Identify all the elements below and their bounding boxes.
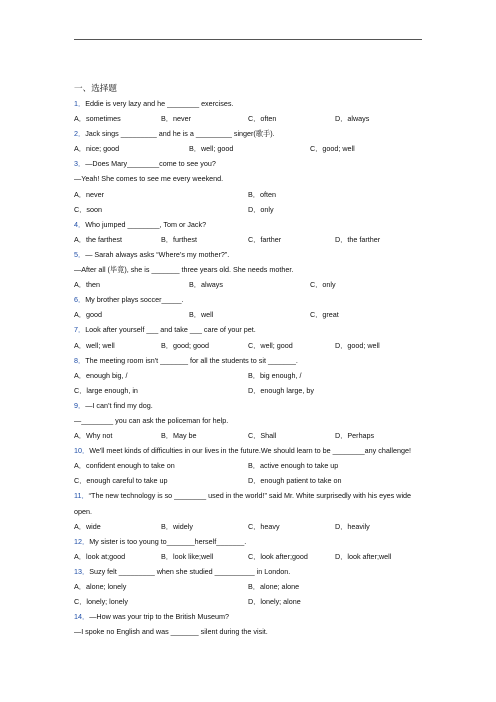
option-b[interactable]: B．alone; alone	[248, 582, 300, 591]
option-b[interactable]: B．May be	[161, 431, 197, 441]
option-a[interactable]: A．look at;good	[74, 551, 126, 561]
option-c[interactable]: C．heavy	[248, 521, 280, 531]
question-text: Look after yourself ___ and take ___ care of your pet.	[85, 325, 256, 335]
option-b[interactable]: B．always	[189, 280, 223, 290]
section-title: 一、选择题	[74, 83, 117, 93]
option-b[interactable]: B．well	[189, 310, 214, 320]
question-6	[74, 292, 424, 307]
question-9	[74, 398, 424, 413]
option-a[interactable]: A．Why not	[74, 431, 113, 441]
options-row	[74, 338, 424, 353]
header-rule	[74, 39, 422, 40]
question-number: 8．	[74, 355, 86, 365]
question-number: 13．	[74, 566, 90, 576]
question-number: 3．	[74, 159, 86, 169]
question-number: 12．	[74, 536, 90, 546]
option-c[interactable]: C．enough careful to take up	[74, 476, 168, 486]
question-number: 10．	[74, 446, 90, 456]
option-b[interactable]: B．look like;well	[161, 551, 214, 561]
question-5	[74, 247, 424, 262]
option-d[interactable]: D．the farther	[335, 234, 381, 244]
question-7	[74, 322, 424, 337]
option-c[interactable]: C．Shall	[248, 431, 277, 441]
question-list	[74, 80, 424, 639]
option-c[interactable]: C．great	[310, 310, 339, 320]
question-10	[74, 443, 424, 458]
option-b[interactable]: B．furthest	[161, 234, 197, 244]
question-11	[74, 488, 424, 518]
question-4	[74, 217, 424, 232]
question-number: 5．	[74, 249, 86, 259]
option-a[interactable]: A．then	[74, 280, 100, 290]
option-a[interactable]: A．nice; good	[74, 144, 120, 154]
question-number: 1．	[74, 99, 86, 108]
question-13	[74, 564, 424, 579]
option-c[interactable]: C．well; good	[248, 340, 293, 350]
option-a[interactable]: A．good	[74, 310, 102, 320]
options-row	[74, 579, 424, 594]
question-text: —How was your trip to the British Museum?	[89, 612, 229, 622]
option-d[interactable]: D．Perhaps	[335, 431, 375, 441]
question-text: The meeting room isn't _______ for all the students to sit _______.	[85, 355, 298, 365]
options-row	[74, 368, 424, 383]
option-a[interactable]: A．never	[74, 189, 104, 199]
option-b[interactable]: B．widely	[161, 521, 193, 531]
options-row	[74, 111, 424, 126]
option-b[interactable]: B．big enough, /	[248, 370, 302, 380]
option-a[interactable]: A．confident enough to take on	[74, 461, 175, 471]
options-row	[74, 549, 424, 564]
option-d[interactable]: D．enough patient to take on	[248, 476, 342, 486]
option-b[interactable]: B．never	[161, 114, 191, 124]
question-number: 7．	[74, 325, 86, 335]
option-d[interactable]: D．only	[248, 204, 274, 214]
option-a[interactable]: A．alone; lonely	[74, 582, 127, 591]
question-text: “The new technology is so ________ used in the world!” said Mr. White surprisedly with his eyes wide open.	[74, 491, 412, 516]
question-number: 11．	[74, 491, 89, 501]
option-c[interactable]: C．good; well	[310, 144, 355, 154]
options-row	[74, 232, 424, 247]
option-c[interactable]: C．only	[310, 280, 336, 290]
question-text: Eddie is very lazy and he ________ exercises.	[85, 99, 234, 108]
options-row	[74, 458, 424, 473]
options-row	[74, 141, 424, 156]
option-a[interactable]: A．enough big, /	[74, 370, 128, 380]
question-14	[74, 609, 424, 624]
question-number: 6．	[74, 295, 86, 305]
option-c[interactable]: C．large enough, in	[74, 385, 138, 395]
question-number: 14．	[74, 612, 90, 622]
option-d[interactable]: D．always	[335, 114, 370, 124]
question-text: Jack sings _________ and he is a _________ singer(歌手).	[85, 129, 275, 139]
option-c[interactable]: C．farther	[248, 234, 282, 244]
question-2	[74, 126, 424, 141]
question-text-cont: —________ you can ask the policeman for help.	[74, 415, 229, 425]
option-a[interactable]: A．wide	[74, 521, 101, 531]
question-text: My brother plays soccer_____.	[85, 295, 184, 305]
question-text: Who jumped ________, Tom or Jack?	[85, 219, 207, 229]
option-c[interactable]: C．soon	[74, 204, 102, 214]
question-12	[74, 534, 424, 549]
options-row	[74, 277, 424, 292]
question-text: — Sarah always asks “Where’s my mother?”.	[85, 249, 230, 259]
option-d[interactable]: D．good; well	[335, 340, 380, 350]
question-text-cont: —After all (毕竟), she is _______ three years old. She needs mother.	[74, 265, 294, 275]
question-number: 9．	[74, 400, 86, 410]
option-a[interactable]: A．the farthest	[74, 234, 122, 244]
options-row	[74, 202, 424, 217]
option-c[interactable]: C．often	[248, 114, 277, 124]
option-b[interactable]: B．often	[248, 189, 276, 199]
question-8	[74, 353, 424, 368]
options-row	[74, 519, 424, 534]
options-row	[74, 594, 424, 609]
option-d[interactable]: D．heavily	[335, 521, 370, 531]
question-text: We'll meet kinds of difficulties in our lives in the future.We should learn to be ________any challenge!	[89, 446, 411, 456]
question-text: Suzy felt _________ when she studied __________ in London.	[89, 566, 291, 576]
question-3	[74, 156, 424, 171]
option-a[interactable]: A．sometimes	[74, 114, 121, 124]
option-c[interactable]: C．lonely; lonely	[74, 597, 128, 607]
question-text: My sister is too young to_______herself_______.	[89, 536, 247, 546]
option-c[interactable]: C．look after;good	[248, 551, 308, 561]
option-b[interactable]: B．good; good	[161, 340, 209, 350]
option-d[interactable]: D．lonely; alone	[248, 597, 301, 607]
options-row	[74, 383, 424, 398]
question-text-cont: —Yeah! She comes to see me every weekend.	[74, 174, 224, 184]
question-1	[74, 96, 424, 111]
options-row	[74, 307, 424, 322]
option-a[interactable]: A．well; well	[74, 340, 115, 350]
question-text: —I can’t find my dog.	[85, 400, 153, 410]
option-b[interactable]: B．well; good	[189, 144, 234, 154]
options-row	[74, 428, 424, 443]
question-number: 4．	[74, 219, 86, 229]
question-text: —Does Mary________come to see you?	[85, 159, 216, 169]
option-d[interactable]: D．enough large, by	[248, 385, 314, 395]
option-d[interactable]: D．look after;well	[335, 551, 392, 561]
question-number: 2．	[74, 129, 86, 139]
option-b[interactable]: B．active enough to take up	[248, 461, 339, 471]
options-row	[74, 473, 424, 488]
question-text-cont: —I spoke no English and was _______ silent during the visit.	[74, 627, 268, 637]
options-row	[74, 187, 424, 202]
